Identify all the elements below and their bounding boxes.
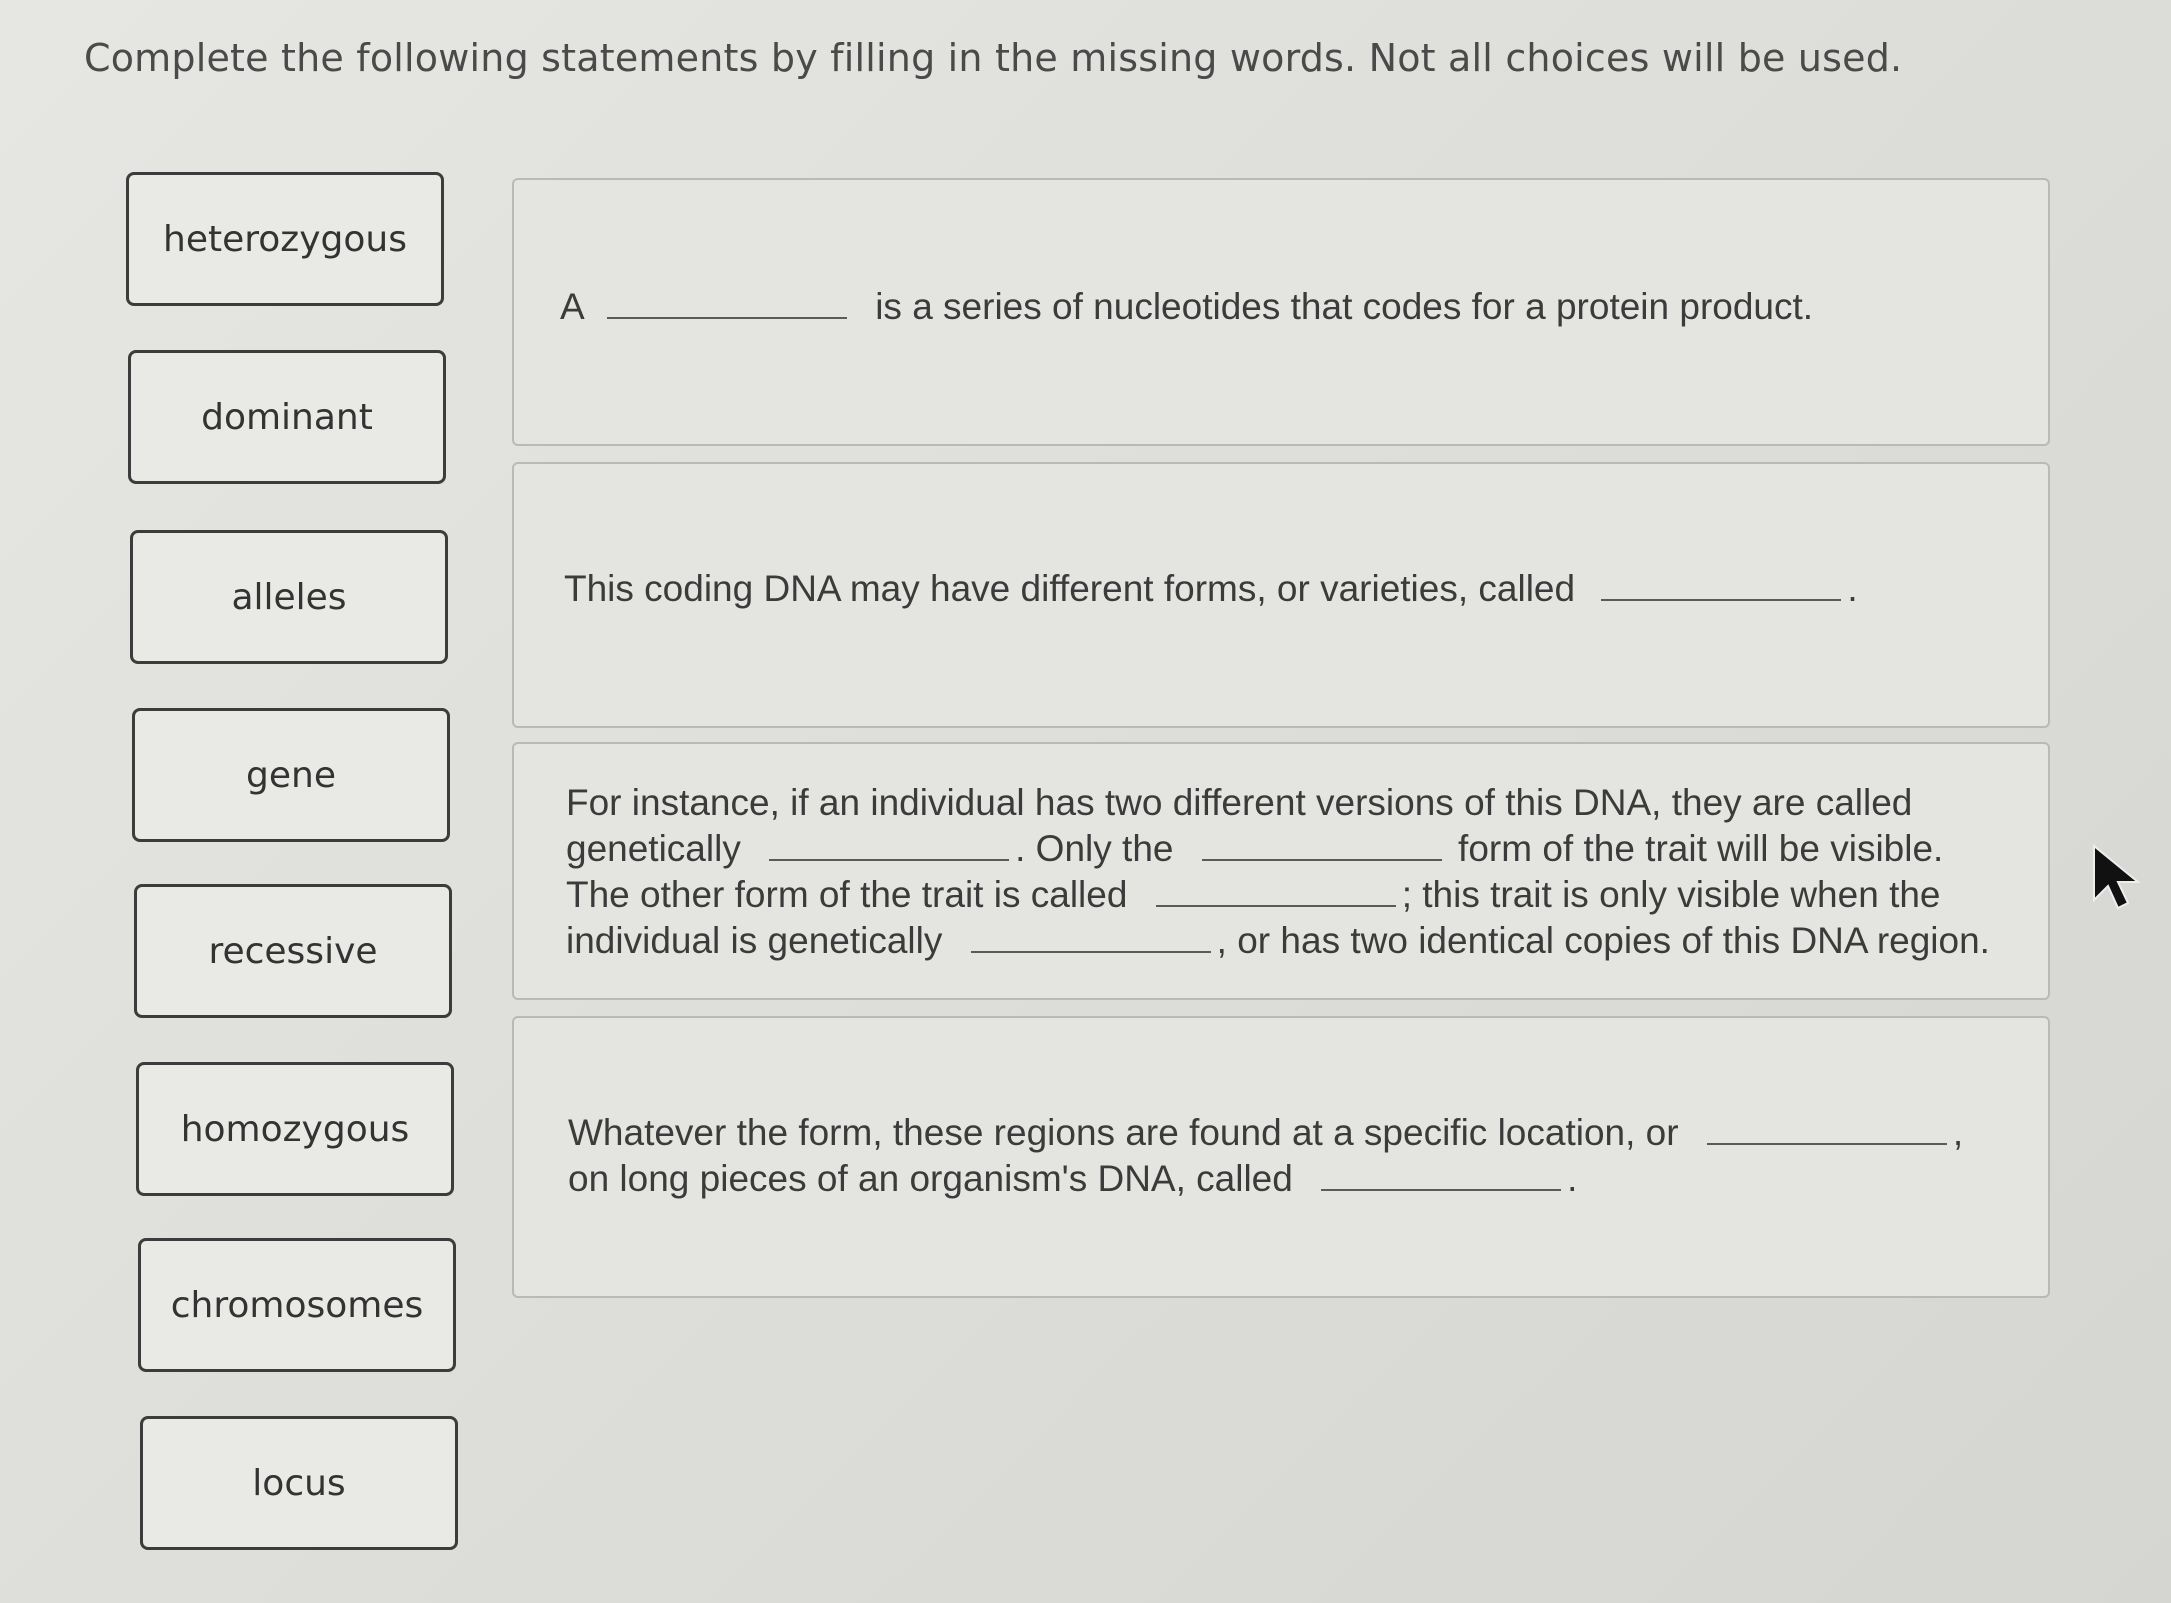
statement-3-line-2c: form of the trait will be visible. — [1458, 828, 1944, 869]
statement-3-line-4a: individual is genetically — [566, 920, 943, 961]
statement-3-line-2 — [566, 826, 1943, 872]
blank-1[interactable] — [607, 287, 847, 319]
statement-3-line-4 — [566, 918, 1990, 964]
choice-gene[interactable]: gene — [132, 708, 450, 842]
statement-panel-1 — [512, 178, 2050, 446]
statement-2-text — [564, 566, 1858, 612]
statement-panel-3 — [512, 742, 2050, 1000]
statement-4-line-1-end: , — [1952, 1112, 1964, 1153]
choice-chromosomes[interactable]: chromosomes — [138, 1238, 456, 1372]
statement-3-line-3b: ; this trait is only visible when the — [1401, 874, 1941, 915]
statement-3-line-3a: The other form of the trait is called — [566, 874, 1128, 915]
blank-3[interactable] — [769, 829, 1009, 861]
blank-7[interactable] — [1707, 1113, 1947, 1145]
choice-heterozygous[interactable]: heterozygous — [126, 172, 444, 306]
mouse-pointer-icon — [2088, 842, 2148, 912]
statement-3-line-3 — [566, 872, 1941, 918]
choice-dominant[interactable]: dominant — [128, 350, 446, 484]
statement-4-line-2-end: . — [1567, 1158, 1578, 1199]
statement-4-line-1 — [568, 1110, 1963, 1156]
statement-3-line-4b: , or has two identical copies of this DNA region. — [1216, 920, 1990, 961]
statement-panel-2 — [512, 462, 2050, 728]
instructions-text: Complete the following statements by filling in the missing words. Not all choices will be used. — [84, 36, 1903, 80]
statement-2-end: . — [1847, 568, 1858, 609]
statement-4-line-1-text: Whatever the form, these regions are found at a specific location, or — [568, 1112, 1679, 1153]
statement-1-prefix: A — [560, 286, 583, 327]
statement-1-suffix: is a series of nucleotides that codes for a protein product. — [875, 286, 1814, 327]
statement-3-line-2b: . Only the — [1015, 828, 1174, 869]
blank-6[interactable] — [971, 921, 1211, 953]
statement-panel-4 — [512, 1016, 2050, 1298]
choice-recessive[interactable]: recessive — [134, 884, 452, 1018]
statement-1-text — [560, 284, 1813, 330]
choice-homozygous[interactable]: homozygous — [136, 1062, 454, 1196]
statement-2-body: This coding DNA may have different forms, or varieties, called — [564, 568, 1576, 609]
statement-3-line-2a: genetically — [566, 828, 741, 869]
choice-alleles[interactable]: alleles — [130, 530, 448, 664]
blank-8[interactable] — [1321, 1159, 1561, 1191]
choice-locus[interactable]: locus — [140, 1416, 458, 1550]
statement-4-line-2-text: on long pieces of an organism's DNA, called — [568, 1158, 1293, 1199]
blank-2[interactable] — [1601, 569, 1841, 601]
statement-4-line-2 — [568, 1156, 1577, 1202]
statement-3-line-1: For instance, if an individual has two different versions of this DNA, they are called — [566, 782, 1913, 823]
blank-4[interactable] — [1202, 829, 1442, 861]
blank-5[interactable] — [1156, 875, 1396, 907]
